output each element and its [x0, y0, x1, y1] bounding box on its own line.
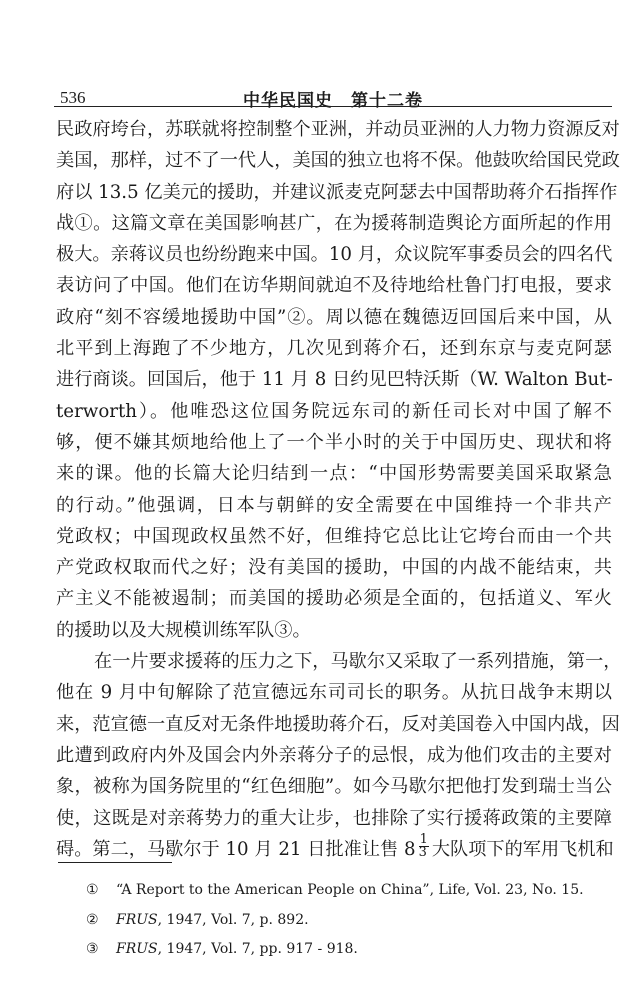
footnote-text: , 1947, Vol. 7, pp. 917 - 918.	[157, 941, 358, 957]
text-line: 表访问了中国。他们在访华期间就迫不及待地给杜鲁门打电报，要求	[56, 275, 612, 297]
footnotes	[86, 876, 606, 965]
footnote-text: “A Report to the American People on China”, Life, Vol. 23, No. 15.	[116, 882, 584, 898]
text-line: 产党政权取而代之好；没有美国的援助，中国的内战不能结束，共	[56, 557, 612, 579]
paragraph-2	[56, 646, 622, 865]
text-line: 府以 13.5 亿美元的援助，并建议派麦克阿瑟去中国帮助蒋介石指挥作	[56, 181, 618, 203]
footnote-mark: ①	[86, 882, 99, 898]
text-line: 民政府垮台，苏联就将控制整个亚洲，并动员亚洲的人力物力资源反对	[56, 119, 620, 140]
text-line: 美国，那样，过不了一代人，美国的独立也将不保。他鼓吹给国民党政	[56, 150, 620, 172]
fraction	[419, 834, 429, 859]
text-line: 使，这既是对亲蒋势力的重大让步，也排除了实行援蒋政策的主要障	[56, 807, 612, 829]
footnote-source-title: FRUS	[116, 911, 158, 928]
text-line: terworth）。他唯恐这位国务院远东司的新任司长对中国了解不	[56, 400, 612, 422]
fraction-numerator: 1	[419, 832, 428, 848]
text-line: 的行动。”他强调，日本与朝鲜的安全需要在中国维持一个非共产	[56, 494, 612, 516]
text-segment: 大队项下的军用飞机和	[431, 838, 614, 860]
page-header	[54, 66, 612, 111]
footnote-text: , 1947, Vol. 7, p. 892.	[157, 911, 309, 928]
footnote-source-title: FRUS	[116, 941, 158, 957]
paragraph-1	[56, 114, 620, 646]
fraction-denominator: 3	[418, 845, 427, 861]
text-line: 他在 9 月中旬解除了范宣德远东司司长的职务。从抗日战争末期以	[56, 682, 612, 704]
running-head: 中华民国史 第十二卷	[243, 91, 423, 111]
text-line: 在一片要求援蒋的压力之下，马歇尔又采取了一系列措施，第一，	[94, 651, 622, 673]
text-line: 的援助以及大规模训练军队③。	[56, 619, 311, 641]
text-line: 来，范宣德一直反对无条件地援助蒋介石，反对美国卷入中国内战，因	[56, 713, 620, 735]
text-line: 此遭到政府内外及国会内外亲蒋分子的忌恨，成为他们攻击的主要对	[56, 744, 612, 766]
footnote-rule	[58, 862, 172, 863]
footnote-3	[86, 935, 606, 965]
footnote-1	[86, 876, 606, 906]
text-line: 产主义不能被遏制；而美国的援助必须是全面的，包括道义、军火	[56, 588, 612, 610]
text-line: 来的课。他的长篇大论归结到一点：“中国形势需要美国采取紧急	[56, 463, 612, 485]
body-text	[56, 114, 622, 865]
text-line: 党政权；中国现政权虽然不好，但维持它总比让它垮台而由一个共	[56, 525, 612, 547]
text-line: 北平到上海跑了不少地方，几次见到蒋介石，还到东京与麦克阿瑟	[56, 338, 612, 360]
text-line: 极大。亲蒋议员也纷纷跑来中国。10 月，众议院军事委员会的四名代	[56, 244, 613, 266]
text-line: 象，被称为国务院里的“红色细胞”。如今马歇尔把他打发到瑞士当公	[56, 776, 612, 798]
footnote-mark: ③	[86, 941, 99, 957]
header-rule	[54, 106, 612, 107]
text-line: 战①。这篇文章在美国影响甚广，在为援蒋制造舆论方面所起的作用	[56, 212, 612, 234]
footnote-2	[86, 906, 606, 936]
page-number: 536	[60, 88, 86, 107]
text-line: 进行商谈。回国后，他于 11 月 8 日约见巴特沃斯（W. Walton But-	[56, 369, 613, 391]
text-line: 够，便不嫌其烦地给他上了一个半小时的关于中国历史、现状和将	[56, 431, 612, 453]
text-line-with-fraction	[56, 834, 612, 865]
footnote-mark: ②	[86, 911, 99, 928]
text-line: 政府“刻不容缓地援助中国”②。周以德在魏德迈回国后来中国，从	[56, 306, 612, 328]
text-segment: 碍。第二，马歇尔于 10 月 21 日批准让售 8	[56, 838, 416, 860]
